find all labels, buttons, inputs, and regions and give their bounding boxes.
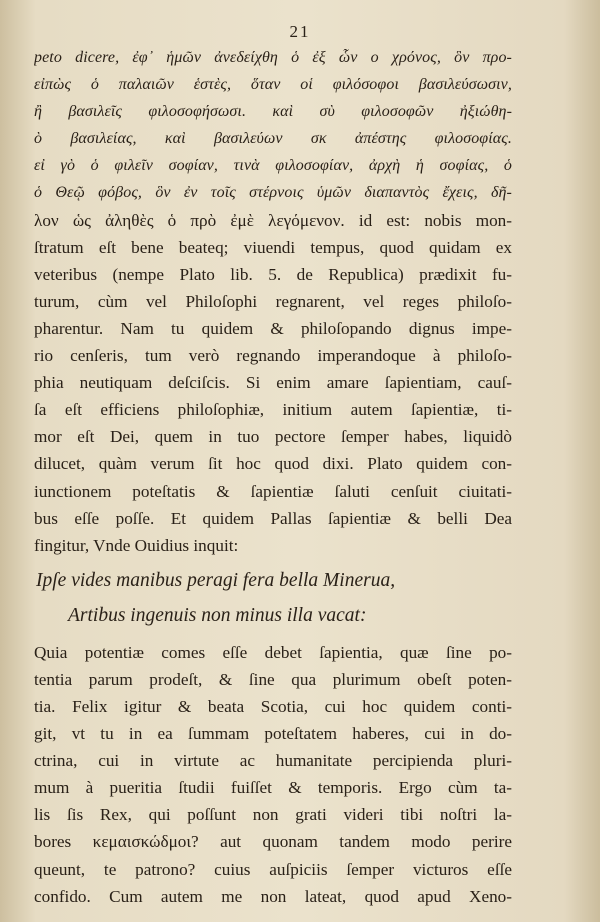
text-line: εἰ γὸ ὁ φιλεῖν σοφίαν, τινὰ φιλοσοφίαν, ἀρχὴ ἡ σοφίας, ὁ [34, 157, 512, 175]
text-line: tentia parum prodeſt, & ſine qua plurimum obeſt poten- [34, 669, 512, 689]
text-line: fingitur, Vnde Ouidius inquit: [34, 535, 239, 555]
page-number: 21 [289, 22, 311, 41]
text-line: ὁ Θεῷ φόβος, ὃν ἐν τοῖς στέρνοις ὑμῶν διαπαντὸς ἔχεις, δῆ- [34, 184, 512, 202]
text-line: ἢ βασιλεῖς φιλοσοφήσωσι. καὶ σὺ φιλοσοφῶν ἠξιώθη- [34, 103, 512, 121]
text-line: peto dicere, ἐφ᾽ ἡμῶν ἀνεδείχθη ὁ ἐξ ὧν ο χρόνος, ὃν προ- [34, 49, 512, 66]
text-line: Quia potentiæ comes eſſe debet ſapientia, quæ ſine po- [34, 642, 512, 662]
text-line: mor eſt Dei, quem in tuo pectore ſemper habes, liquidò [34, 427, 512, 447]
text-line: veteribus (nempe Plato lib. 5. de Republica) prædixit fu- [34, 264, 512, 284]
text-line: dilucet, quàm verum ſit hoc quod dixi. Plato quidem con- [34, 454, 512, 474]
text-line: confido. Cum autem me non lateat, quod apud Xeno- [34, 886, 512, 906]
text-line: ſtratum eſt bene beateq; viuendi tempus, quod quidam ex [34, 237, 512, 257]
text-line: tia. Felix igitur & beata Scotia, cui hoc quidem conti- [34, 696, 512, 716]
text-line: pharentur. Nam tu quidem & philoſopando dignus impe- [34, 318, 512, 338]
text-line: εἰπὼς ὁ παλαιῶν ἑστὲς, ὅταν οἱ φιλόσοφοι βασιλεύσωσιν, [34, 76, 512, 94]
text-line: ὸ βασιλείας, καὶ βασιλεύων σκ ἀπέστης φιλοσοφίας. [34, 130, 512, 148]
text-line: iunctionem poteſtatis & ſapientiæ ſaluti cenſuit ciuitati- [34, 481, 512, 501]
text-line: λον ὡς ἀληθὲς ὁ πρὸ ἐμὲ λεγόμενον. id est: nobis mon- [34, 210, 512, 230]
text-line: phia neutiquam deſciſcis. Si enim amare ſapientiam, cauſ- [34, 373, 512, 393]
text-line: ſa eſt efficiens philoſophiæ, initium autem ſapientiæ, ti- [34, 400, 512, 420]
text-line: rio cenſeris, tum verò regnando imperandoque à philoſo- [34, 346, 512, 366]
text-line: ctrina, cui in virtute ac humanitate percipienda pluri- [34, 751, 512, 771]
text-line: queunt, te patrono? cuius auſpiciis ſemper victuros eſſe [34, 859, 512, 879]
text-line: mum à pueritia ſtudii fuiſſet & temporis. Ergo cùm ta- [34, 778, 512, 798]
text-line: bus eſſe poſſe. Et quidem Pallas ſapientiæ & belli Dea [34, 508, 512, 528]
body-text [34, 44, 512, 910]
text-line: git, vt tu in ea ſummam poteſtatem haberes, cui in do- [34, 724, 512, 744]
text-line: bores κεμαισκώδμοι? aut quonam tandem modo perire [34, 832, 512, 852]
verse-line: Artibus ingenuis non minus illa vacat: [68, 604, 367, 626]
verse-line: Ipſe vides manibus peragi fera bella Minerua, [36, 569, 396, 591]
text-line: turum, cùm vel Philoſophi regnarent, vel reges philoſo- [34, 291, 512, 311]
text-line: lis ſis Rex, qui poſſunt non grati videri tibi noſtri la- [34, 805, 512, 825]
